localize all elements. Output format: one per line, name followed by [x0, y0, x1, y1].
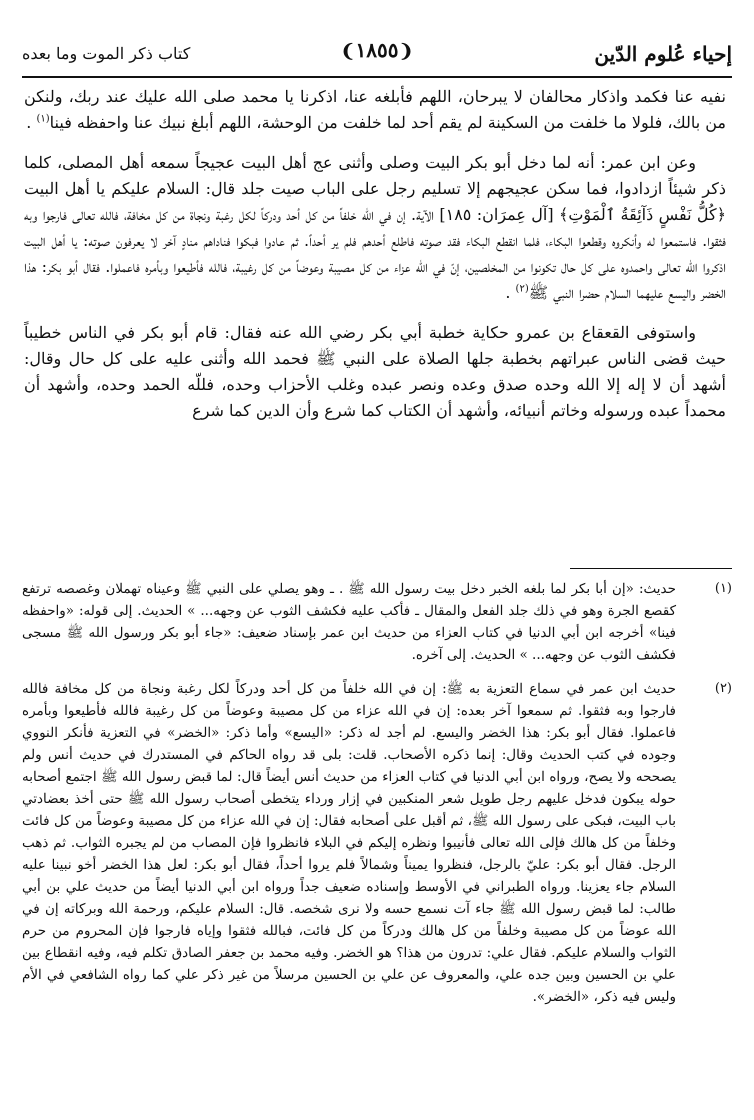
page-number: ١٨٥٥ [355, 38, 399, 62]
page-header [22, 36, 732, 78]
footnotes [22, 578, 732, 1020]
ornament-right-icon: ❩ [398, 41, 414, 62]
paragraph: نفيه عنا فكمد واذكار محالفان لا يبرحان، اللهم فأبلغه عنا، اذكرنا يا محمد صلى الله عليك عند ربك، ولنكن من بالك، فلولا ما خلفت من السكينة لم يقم أحد لما خلفت من الوحشة، اللهم أبلغ نبيك عنا واحفظه فينا$^{(١)}$ . [24, 87, 726, 132]
paragraph: واستوفى القعقاع بن عمرو حكاية خطبة أبي بكر رضي الله عنه فقال: قام أبو بكر في الناس خطيباً حيث قضى الناس عبراتهم بخطبة جلها الصلاة على النبي ﷺ فحمد الله وأثنى عليه على كل حال وقال: أشهد أن لا إله إلا الله وحده صدق وعده ونصر عبده وغلب الأحزاب وحده، فللّه الحمد وحده، وأشهد أن محمداً عبده ورسوله وخاتم أنبيائه، وأشهد أن الكتاب كما شرع وأن الدين كما شرع [24, 323, 726, 420]
page-number-block [340, 38, 413, 62]
footnote-marker: (٢) [515, 283, 529, 295]
footnote-marker: (١) [36, 113, 50, 125]
main-text [24, 84, 726, 438]
footnote-number: (١) [714, 581, 732, 596]
paragraph: وعن ابن عمر: أنه لما دخل أبو بكر البيت وصلى وأثنى عج أهل البيت عجيجاً سمعه أهل المصلى، كلما ذكر شيئاً ازدادوا، فما سكن عجيجهم إلا تسليم رجل على الباب صيت جلد قال: السلام عليكم يا أهل البيت ﴿كُلُّ نَفْسٍ ذَآئِقَةُ ٱلْمَوْتِ﴾ [آل عِمرَان: ١٨٥] الآية. إن في الله خلفاً من كل أحد ودركاً لكل رغبة ونجاة من كل مخافة، فالله تعالى فارجوا وبه فثقوا. فاستمعوا له وأنكروه وقطعوا البكاء، فلما انقطع البكاء فقد صوته فاطلع أحدهم فلم ير أحداً. ثم عادوا فبكوا فناداهم منادٍ آخر لا يعرفون صوته: يا أهل البيت اذكروا الله تعالى واحمدوه على كل حال تكونوا من المخلصين، إنّ في الله عزاء من كل مصيبة وعوضاً من كل رغيبة، فالله فأطيعوا وبأمره فاعملوا. فقال أبو بكر: هذا الخضر واليسع عليهما السلام حضرا النبي ﷺ$^{(٢)}$ . [24, 153, 726, 302]
footnote [22, 678, 732, 1008]
footnote-text: حديث: «إن أبا بكر لما بلغه الخبر دخل بيت رسول الله ﷺ . ـ وهو يصلي على النبي ﷺ وعيناه تهملان وغصصه ترتفع كقصع الجرة وهو في ذلك جلد الفعل والمقال ـ فأكب عليه فكشف الثوب عن وجهه... » الحديث. إلى قوله: «واحفظه فينا» أخرجه ابن أبي الدنيا في كتاب العزاء من حديث ابن عمر بإسناد ضعيف: «جاء أبو بكر ورسول الله ﷺ مسجى فكشف الثوب عن وجهه... » الحديث. إلى آخره. [22, 581, 676, 663]
footnote-text: حديث ابن عمر في سماع التعزية به ﷺ: إن في الله خلفاً من كل أحد ودركاً لكل رغبة ونجاة من كل مخافة فالله فارجوا وبه فثقوا. ثم سمعوا آخر بعده: إن في الله عزاء من كل مصيبة وعوضاً من كل رغيبة فالله فأطيعوا وبأمره فاعملوا. فقال أبو بكر: هذا الخضر واليسع. لم أجد له ذكر: «اليسع» وأما ذكر: «الخضر» في التعزية فأنكر النووي وجوده في كتب الحديث وقال: إنما ذكره الأصحاب. قلت: بلى قد رواه الحاكم في المستدرك في حديث أنس ولم يصححه ولا يصح، ورواه ابن أبي الدنيا في كتاب العزاء من حديث أنس أيضاً قال: لما قبض رسول الله ﷺ اجتمع أصحابه حوله يبكون فدخل عليهم رجل طويل شعر المنكبين في إزار ورداء يتخطى أصحاب رسول الله ﷺ حتى أخذ بعضادتي باب البيت، فبكى على رسول الله ﷺ، ثم أقبل على أصحابه فقال: إن في الله عزاء من كل مصيبة وعوضاً من كل فائت وخلفاً من كل هالك فإلى الله تعالى فأنيبوا ونظره إليكم في البلاء فانظروا فإن المصاب من لم يجبره الثواب. ثم ذهب الرجل. فقال أبو بكر: عليّ بالرجل، فنظروا يميناً وشمالاً فلم يروا أحداً، فقال أبو بكر: لعل هذا الخضر أخو نبينا عليه السلام جاء يعزينا. ورواه الطبراني في الأوسط وإسناده ضعيف جداً ورواه ابن أبي الدنيا أيضاً من حديث علي بن أبي طالب: لما قبض رسول الله ﷺ جاء آت نسمع حسه ولا نرى شخصه. قال: السلام عليكم، ورحمة الله وبركاته إن في الله عوضاً من كل مصيبة وخلفاً من كل هالك ودركاً من كل فائت، فبالله فثقوا وإياه فارجوا فإن المحروم من حرم الثواب والسلام عليكم. فقال علي: تدرون من هذا؟ هو الخضر. وفيه محمد بن جعفر الصادق تكلم فيه، وفيه انقطاع بين علي بن الحسين وبين جده علي، والمعروف عن علي بن الحسين مرسلاً من غير ذكر علي كما رواه الشافعي في الأم وليس فيه ذكر، «الخضر». [22, 681, 676, 1005]
footnote-number: (٢) [714, 681, 732, 696]
footnote-separator [570, 568, 732, 569]
ornament-left-icon: ❨ [340, 41, 356, 62]
book-title: إحياء عُلوم الدّين [594, 42, 732, 66]
chapter-title: كتاب ذكر الموت وما بعده [22, 44, 191, 63]
footnote [22, 578, 732, 666]
